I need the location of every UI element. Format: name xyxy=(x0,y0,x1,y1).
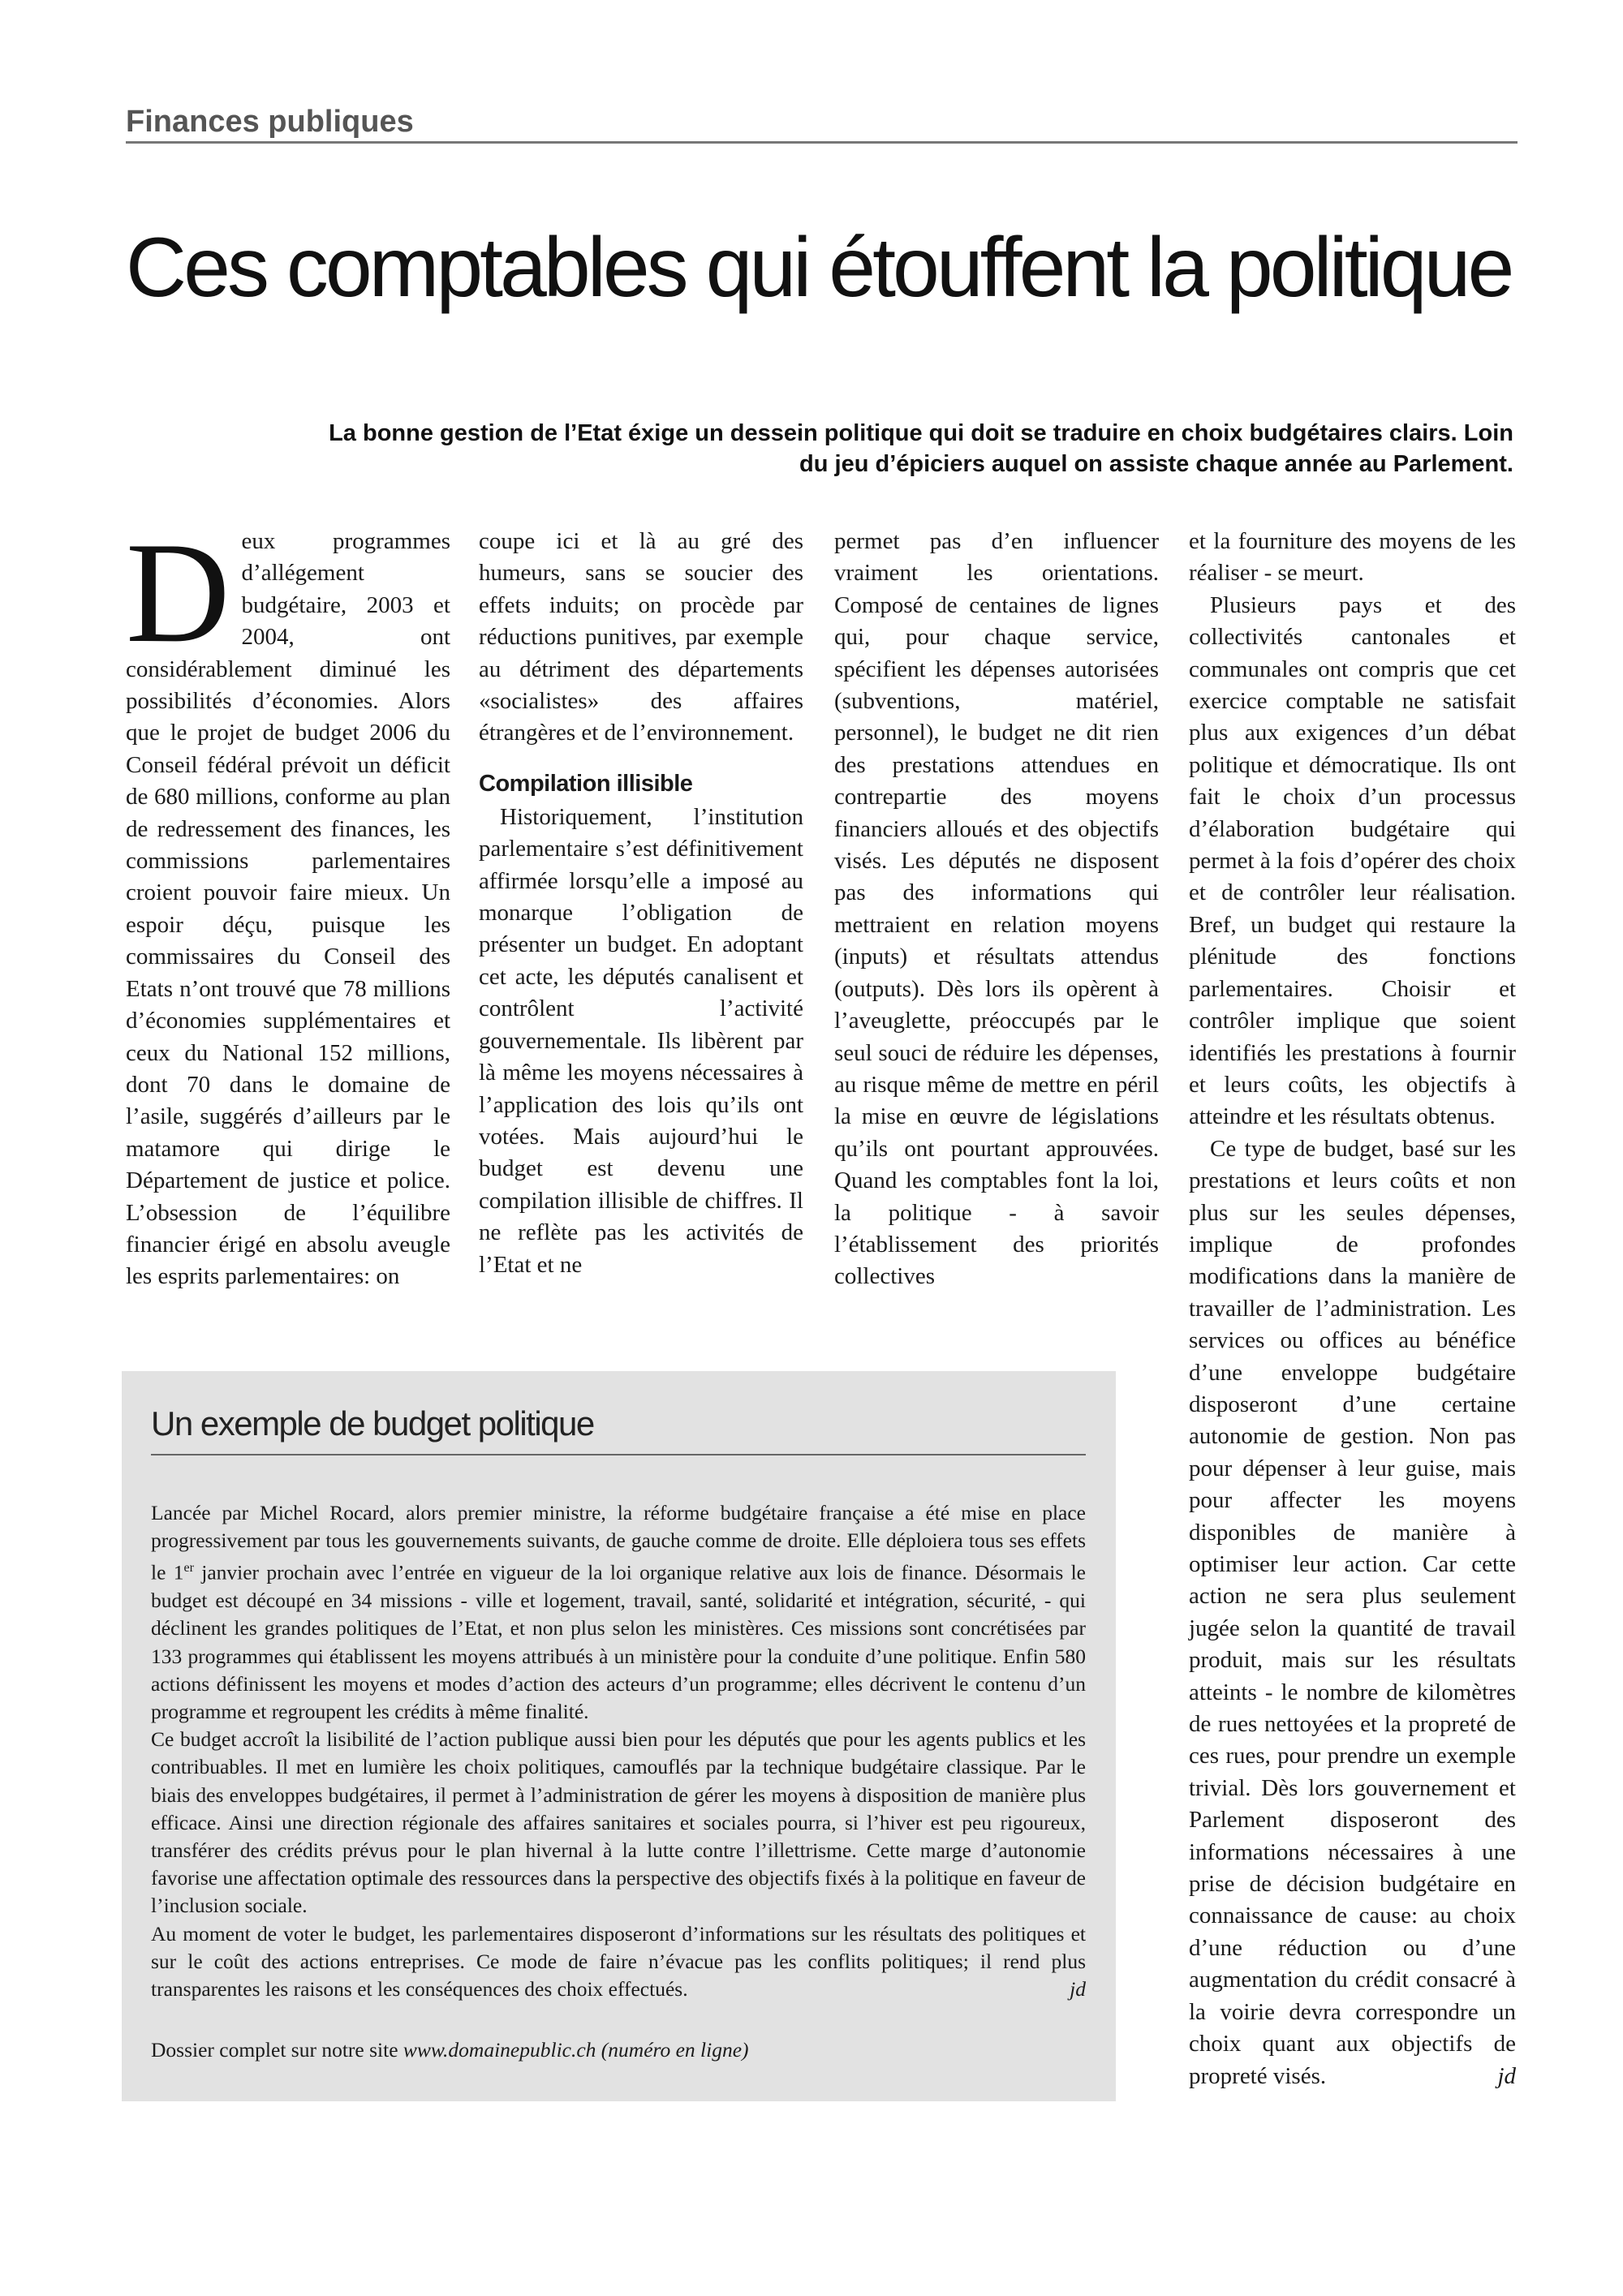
author-signature: jd xyxy=(1497,2062,1516,2089)
paragraph-text: eux programmes d’allégement budgétaire, 2003 et 2004, ont considérablement diminué les possibilités d’économies. Alors que le projet de budget 2006 du Conseil fédéral prévoit un déficit de 680 millions, conforme au plan de redressement des finances, les commissions parlementaires croient pouvoir faire mieux. Un espoir déçu, puisque les commissaires du Conseil des Etats n’ont trouvé que 78 millions d’économies supplémentaires et ceux du National 152 millions, dont 70 dans le domaine de l’asile, suggérés d’ailleurs par le matamore qui dirige le Département de justice et police. L’obsession de l’équilibre financier érigé en absolu aveugle les esprits parlementaires: on xyxy=(126,528,450,1290)
superscript: er xyxy=(183,1561,194,1576)
author-signature: jd xyxy=(1070,1976,1086,2001)
article-column-2 xyxy=(479,526,803,1281)
lede: La bonne gestion de l’Etat éxige un dessein politique qui doit se traduire en choix budgétaires clairs. Loin du jeu d’épiciers auquel on assiste chaque année au Parlement. xyxy=(329,420,1513,477)
article-paragraph: et la fourniture des moyens de les réaliser - se meurt. xyxy=(1189,528,1516,587)
article-column-4 xyxy=(1189,526,1516,2092)
subheading: Compilation illisible xyxy=(479,770,693,797)
paragraph-text: janvier prochain avec l’entrée en vigueur de la loi organique relative aux lois de finance. Désormais le budget est découpé en 34 missions - ville et logement, travail, santé, solidarité et intégration, sécurité, - qui déclinent les grandes politiques de l’Etat, et non plus selon les ministères. Ces missions sont concrétisées par 133 programmes qui établissent les moyens attribués à un ministère pour la conduite d’une politique. Enfin 580 actions définissent les moyens et modes d’action des acteurs d’un programme; elles décrivent le contenu d’un programme et regroupent les crédits à même finalité. xyxy=(151,1560,1086,1723)
box-paragraph xyxy=(151,1499,1086,1726)
headline: Ces comptables qui étouffent la politique xyxy=(126,221,1512,315)
paragraph-text: Ce type de budget, basé sur les prestations et leurs coûts et non plus sur les seules dépenses, implique de profondes modifications dans la manière de travailler de l’administration. Les services ou offices au bénéfice d’une enveloppe budgétaire disposeront d’une certaine autonomie de gestion. Non pas pour dépenser à leur guise, mais pour affecter les moyens disponibles de manière à optimiser leur action. Car cette action ne sera plus seulement jugée selon la quantité de travail produit, mais sur les résultats atteints - le nombre de kilomètres de rues nettoyées et la propreté de ces rues, pour prendre un exemple trivial. Dès lors gouvernement et Parlement disposeront des informations nécessaires à une prise de décision budgétaire en connaissance de cause: au choix d’une réduction ou d’une augmentation du crédit consacré à la voirie devra correspondre un choix quant aux objectifs de propreté visés. xyxy=(1189,1135,1516,2089)
website-link[interactable]: www.domainepublic.ch (numéro en ligne) xyxy=(403,2038,749,2062)
box-footer xyxy=(151,2036,1086,2064)
paragraph-text: Lancée par Michel Rocard, alors premier ministre, la réforme budgétaire française a été mise en place progressivement par tous les gouvernements suivants, de gauche comme de droite. Elle déploiera tous ses effets le 1 xyxy=(151,1501,1086,1584)
article-paragraph: Plusieurs pays et des collectivités cantonales et communales ont compris que cet exercice comptable ne satisfait plus aux exigences d’un débat politique et démocratique. Ils ont fait le choix d’un processus d’élaboration budgétaire qui permet à la fois d’opérer des choix et de contrôler leur réalisation. Bref, un budget qui restaure la plénitude des fonctions parlementaires. Choisir et contrôler implique que soient identifiés les prestations à fournir et leurs coûts, les objectifs à atteindre et les résultats obtenus. xyxy=(1189,591,1516,1130)
box-paragraph: Ce budget accroît la lisibilité de l’action publique aussi bien pour les députés que pour les agents publics et les contribuables. Il met en lumière les choix politiques, camouflés par la technique budgétaire classique. Par le biais des enveloppes budgétaires, il permet à l’administration de gérer les moyens à disposition de manière plus efficace. Ainsi une direction régionale des affaires sanitaires et sociales pourra, si l’hiver est peu rigoureux, transférer des crédits prévus pour le plan hivernal à la lutte contre l’illettrisme. Cette marge d’autonomie favorise une affectation optimale des ressources dans la perspective des objectifs fixés à la politique en faveur de l’inclusion sociale. xyxy=(151,1727,1086,1918)
article-paragraph: Historiquement, l’institution parlementaire s’est définitivement affirmée lorsqu’elle a imposé au monarque l’obligation de présenter un budget. En adoptant cet acte, les députés canalisent et contrôlent l’activité gouvernementale. Ils libèrent par là même les moyens nécessaires à l’application des lois qu’ils ont votées. Mais aujourd’hui le budget est devenu une compilation illisible de chiffres. Il ne reflète pas les activités de l’Etat et ne xyxy=(479,803,803,1278)
article-paragraph: permet pas d’en influencer vraiment les orientations. Composé de centaines de lignes qui, pour chaque service, spécifient les dépenses autorisées (subventions, matériel, personnel), le budget ne dit rien des prestations attendues en contrepartie des moyens financiers alloués et des objectifs visés. Les députés ne disposent pas des informations qui mettraient en relation moyens (inputs) et résultats attendus (outputs). Dès lors ils opèrent à l’aveuglette, préoccupés par le seul souci de réduire les dépenses, au risque même de mettre en péril la mise en œuvre de législations qu’ils ont pourtant approuvées. Quand les comptables font la loi, la politique - à savoir l’établissement des priorités collectives xyxy=(834,528,1159,1290)
footer-text: Dossier complet sur notre site xyxy=(151,2038,403,2062)
drop-cap: D xyxy=(126,512,230,673)
article-paragraph: coupe ici et là au gré des humeurs, sans se soucier des effets induits; on procède par réductions punitives, par exemple au détriment des départements «socialistes» des affaires étrangères et de l’environnement. xyxy=(479,528,803,746)
box-title: Un exemple de budget politique xyxy=(151,1402,1086,1455)
box-paragraph xyxy=(151,1920,1086,2004)
article-paragraph xyxy=(126,512,450,1293)
box-body xyxy=(151,1499,1086,2003)
article-column-3 xyxy=(834,526,1159,1293)
article-column-1 xyxy=(126,512,450,1293)
sidebar-box xyxy=(122,1371,1116,2101)
article-paragraph xyxy=(1189,1133,1516,2092)
paragraph-text: Au moment de voter le budget, les parlementaires disposeront d’informations sur les résultats des politiques et sur le coût des actions entreprises. Ce mode de faire n’évacue pas les conflits politiques; il rend plus transparentes les raisons et les conséquences des choix effectués. xyxy=(151,1921,1086,2001)
section-rubric: Finances publiques xyxy=(126,104,1518,144)
